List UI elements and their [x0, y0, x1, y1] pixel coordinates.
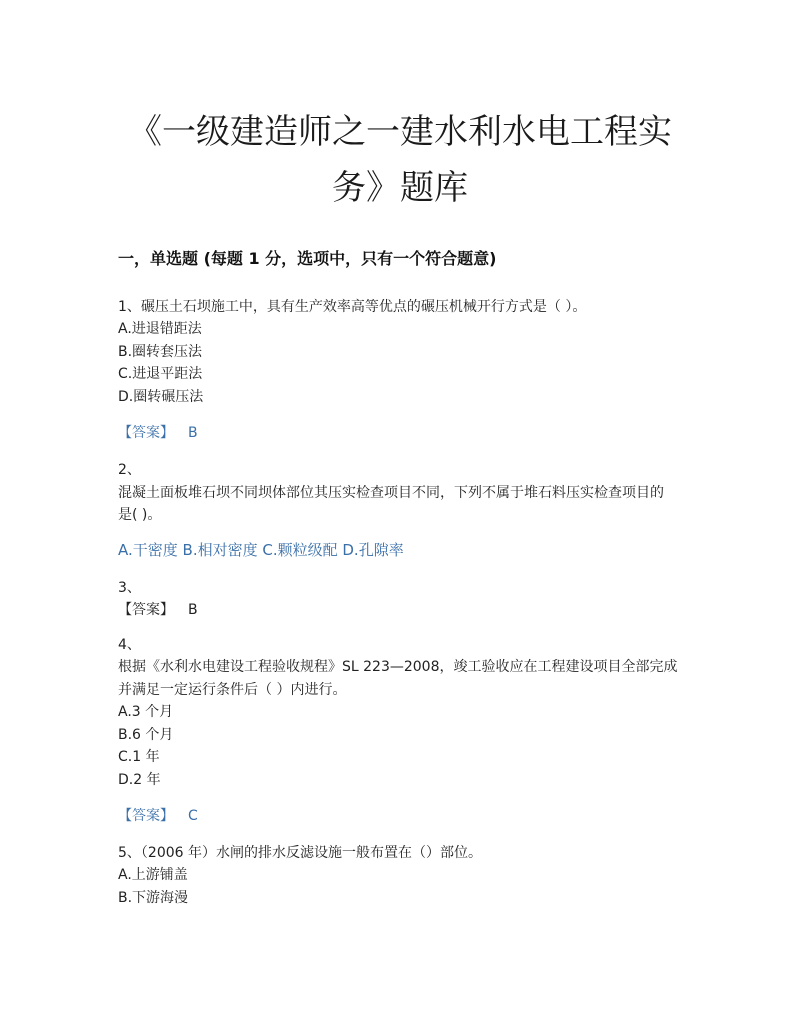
document-title	[100, 104, 700, 216]
q4-stem-line-2: 并满足一定运行条件后（ ）内进行。	[118, 682, 347, 698]
q4-answer-label: 【答案】	[118, 808, 174, 824]
q2-options: A.干密度 B.相对密度 C.颗粒级配 D.孔隙率	[118, 541, 404, 559]
q4-option-c: C.1 年	[118, 749, 160, 765]
q3-answer	[118, 599, 198, 619]
q4-stem-line-1: 根据《水利水电建设工程验收规程》SL 223—2008，竣工验收应在工程建设项目全部完成	[118, 659, 678, 675]
q1-option-b: B.圈转套压法	[118, 344, 203, 360]
q1-answer-label: 【答案】	[118, 425, 174, 441]
title-line-1: 《一级建造师之一建水利水电工程实	[128, 112, 672, 152]
q1-stem: 1、碾压土石坝施工中，具有生产效率高等优点的碾压机械开行方式是（ ）。	[118, 299, 587, 315]
q1-option-c: C.进退平距法	[118, 366, 203, 382]
q2-number: 2、	[118, 462, 141, 478]
q1-answer-value: B	[188, 425, 198, 441]
q4-answer-value: C	[188, 808, 198, 824]
q3-answer-label: 【答案】	[118, 602, 174, 618]
q3-answer-value: B	[188, 602, 198, 618]
q2-stem-line-1: 混凝土面板堆石坝不同坝体部位其压实检查项目不同，下列不属于堆石料压实检查项目的	[118, 485, 664, 501]
q1-option-d: D.圈转碾压法	[118, 389, 204, 405]
q5-option-b: B.下游海漫	[118, 890, 189, 906]
q5-option-a: A.上游铺盖	[118, 867, 188, 883]
title-line-2: 务》题库	[332, 168, 468, 208]
q5-stem: 5、（2006 年）水闸的排水反滤设施一般布置在（）部位。	[118, 845, 482, 861]
q4-option-b: B.6 个月	[118, 727, 174, 743]
q4-option-a: A.3 个月	[118, 704, 174, 720]
q3-number: 3、	[118, 580, 141, 596]
q4-number: 4、	[118, 637, 141, 653]
q1-option-a: A.进退错距法	[118, 321, 202, 337]
q4-answer	[118, 805, 198, 825]
q4-option-d: D.2 年	[118, 772, 161, 788]
q2-stem-line-2: 是( )。	[118, 507, 162, 523]
section-heading: 一，单选题 (每题 1 分，选项中，只有一个符合题意)	[118, 249, 497, 268]
q1-answer	[118, 422, 198, 442]
